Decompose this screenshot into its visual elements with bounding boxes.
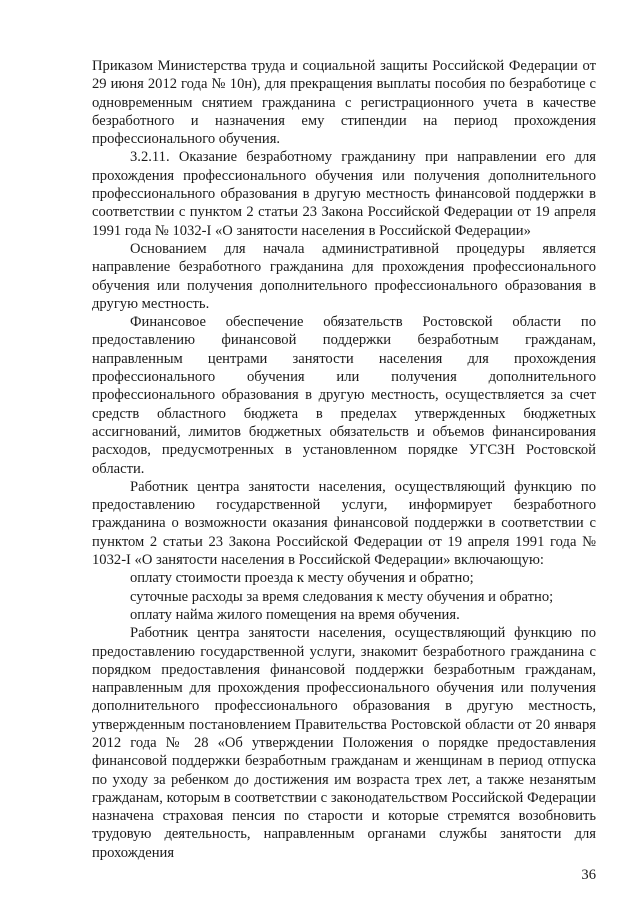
paragraph-basis: Основанием для начала административной процедуры является направление безработного гражданина для прохождения профессионального обучения или получения дополнительного профессионального образования в другую местность. — [92, 240, 596, 312]
paragraph-procedure: Работник центра занятости населения, осуществляющий функцию по предоставлению государственной услуги, знакомит безработного гражданина с порядком предоставления финансовой поддержки безработным гражданам, направленным для прохождения профессионального обучения или получения дополнительного профессионального образования в другую местность, утвержденным постановлением Правительства Ростовской области от 20 января 2012 года № 28 «Об утверждении Положения о порядке предоставления финансовой поддержки безработным гражданам и женщинам в период отпуска по уходу за ребенком до достижения им возраста трех лет, а также незанятым гражданам, которым в соответствии с законодательством Российской Федерации назначена страховая пенсия по старости и которые стремятся возобновить трудовую деятельность, направленным органами службы занятости для прохождения — [92, 625, 596, 861]
list-item-travel: оплату стоимости проезда к месту обучения и обратно; — [130, 570, 474, 587]
paragraph-informing: Работник центра занятости населения, осуществляющий функцию по предоставлению государственной услуги, информирует безработного гражданина о возможности оказания финансовой поддержки в соответствии с пунктом 2 статьи 23 Закона Российской Федерации от 19 апреля 1991 года № 1032-I «О занятости населения в Российской Федерации» включающую: — [92, 478, 596, 569]
list-item-daily-expenses: суточные расходы за время следования к месту обучения и обратно; — [130, 588, 554, 605]
document-body — [92, 57, 596, 862]
paragraph-financing: Финансовое обеспечение обязательств Ростовской области по предоставлению финансовой поддержки безработным гражданам, направленным центрами занятости населения для прохождения профессионального обучения или получения дополнительного профессионального образования в другую местность, осуществляется за счет средств областного бюджета в пределах утвержденных бюджетных ассигнований, лимитов бюджетных обязательств и объемов финансирования расходов, предусмотренных в установленном порядке УГСЗН Ростовской области. — [92, 314, 596, 477]
list-item-housing: оплату найма жилого помещения на время обучения. — [130, 606, 460, 623]
section-heading-3-2-11: 3.2.11. Оказание безработному гражданину при направлении его для прохождения профессионального обучения или получения дополнительного профессионального образования в другую местность финансовой поддержки в соответствии с пунктом 2 статьи 23 Закона Российской Федерации от 19 апреля 1991 года № 1032-I «О занятости населения в Российской Федерации» — [92, 149, 596, 239]
paragraph-continuation: Приказом Министерства труда и социальной защиты Российской Федерации от 29 июня 2012 года № 10н), для прекращения выплаты пособия по безработице с одновременным снятием гражданина с регистрационного учета в качестве безработного и назначения ему стипендии на период прохождения профессионального обучения. — [92, 58, 596, 148]
page-number: 36 — [581, 867, 596, 883]
